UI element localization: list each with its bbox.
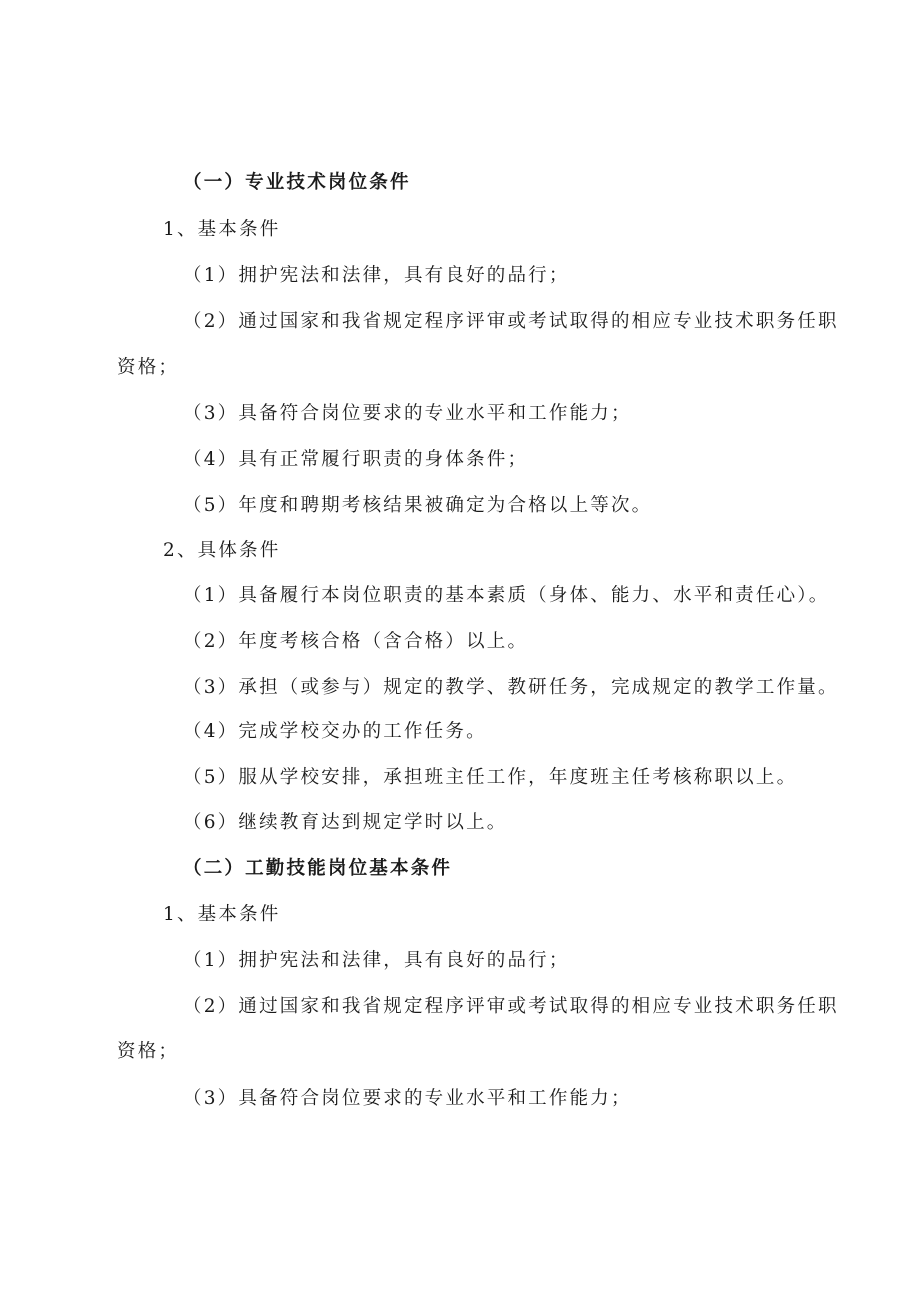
list-item-continuation: 资格； <box>117 1041 180 1062</box>
list-item: （3）具备符合岗位要求的专业水平和工作能力； <box>183 1088 632 1109</box>
list-item: （3）承担（或参与）规定的教学、教研任务，完成规定的教学工作量。 <box>183 677 839 698</box>
subsection-basic-conditions: 1、基本条件 <box>163 904 281 925</box>
list-item: （1）拥护宪法和法律，具有良好的品行； <box>183 950 570 971</box>
list-item: （5）年度和聘期考核结果被确定为合格以上等次。 <box>183 495 653 516</box>
subsection-basic-conditions: 1、基本条件 <box>163 219 281 240</box>
section-heading-worker-skills: （二）工勤技能岗位基本条件 <box>183 858 453 879</box>
list-item: （3）具备符合岗位要求的专业水平和工作能力； <box>183 403 632 424</box>
subsection-specific-conditions: 2、具体条件 <box>163 540 281 561</box>
list-item: （1）具备履行本岗位职责的基本素质（身体、能力、水平和责任心）。 <box>183 585 830 606</box>
list-item: （4）具有正常履行职责的身体条件； <box>183 449 529 470</box>
list-item-continuation: 资格； <box>117 357 180 378</box>
list-item: （4）完成学校交办的工作任务。 <box>183 721 487 742</box>
section-heading-professional: （一）专业技术岗位条件 <box>183 172 411 193</box>
list-item: （2）通过国家和我省规定程序评审或考试取得的相应专业技术职务任职 <box>183 311 839 332</box>
list-item: （5）服从学校安排，承担班主任工作，年度班主任考核称职以上。 <box>183 767 798 788</box>
list-item: （6）继续教育达到规定学时以上。 <box>183 812 508 833</box>
list-item: （2）年度考核合格（含合格）以上。 <box>183 631 529 652</box>
list-item: （1）拥护宪法和法律，具有良好的品行； <box>183 265 570 286</box>
list-item: （2）通过国家和我省规定程序评审或考试取得的相应专业技术职务任职 <box>183 996 839 1017</box>
